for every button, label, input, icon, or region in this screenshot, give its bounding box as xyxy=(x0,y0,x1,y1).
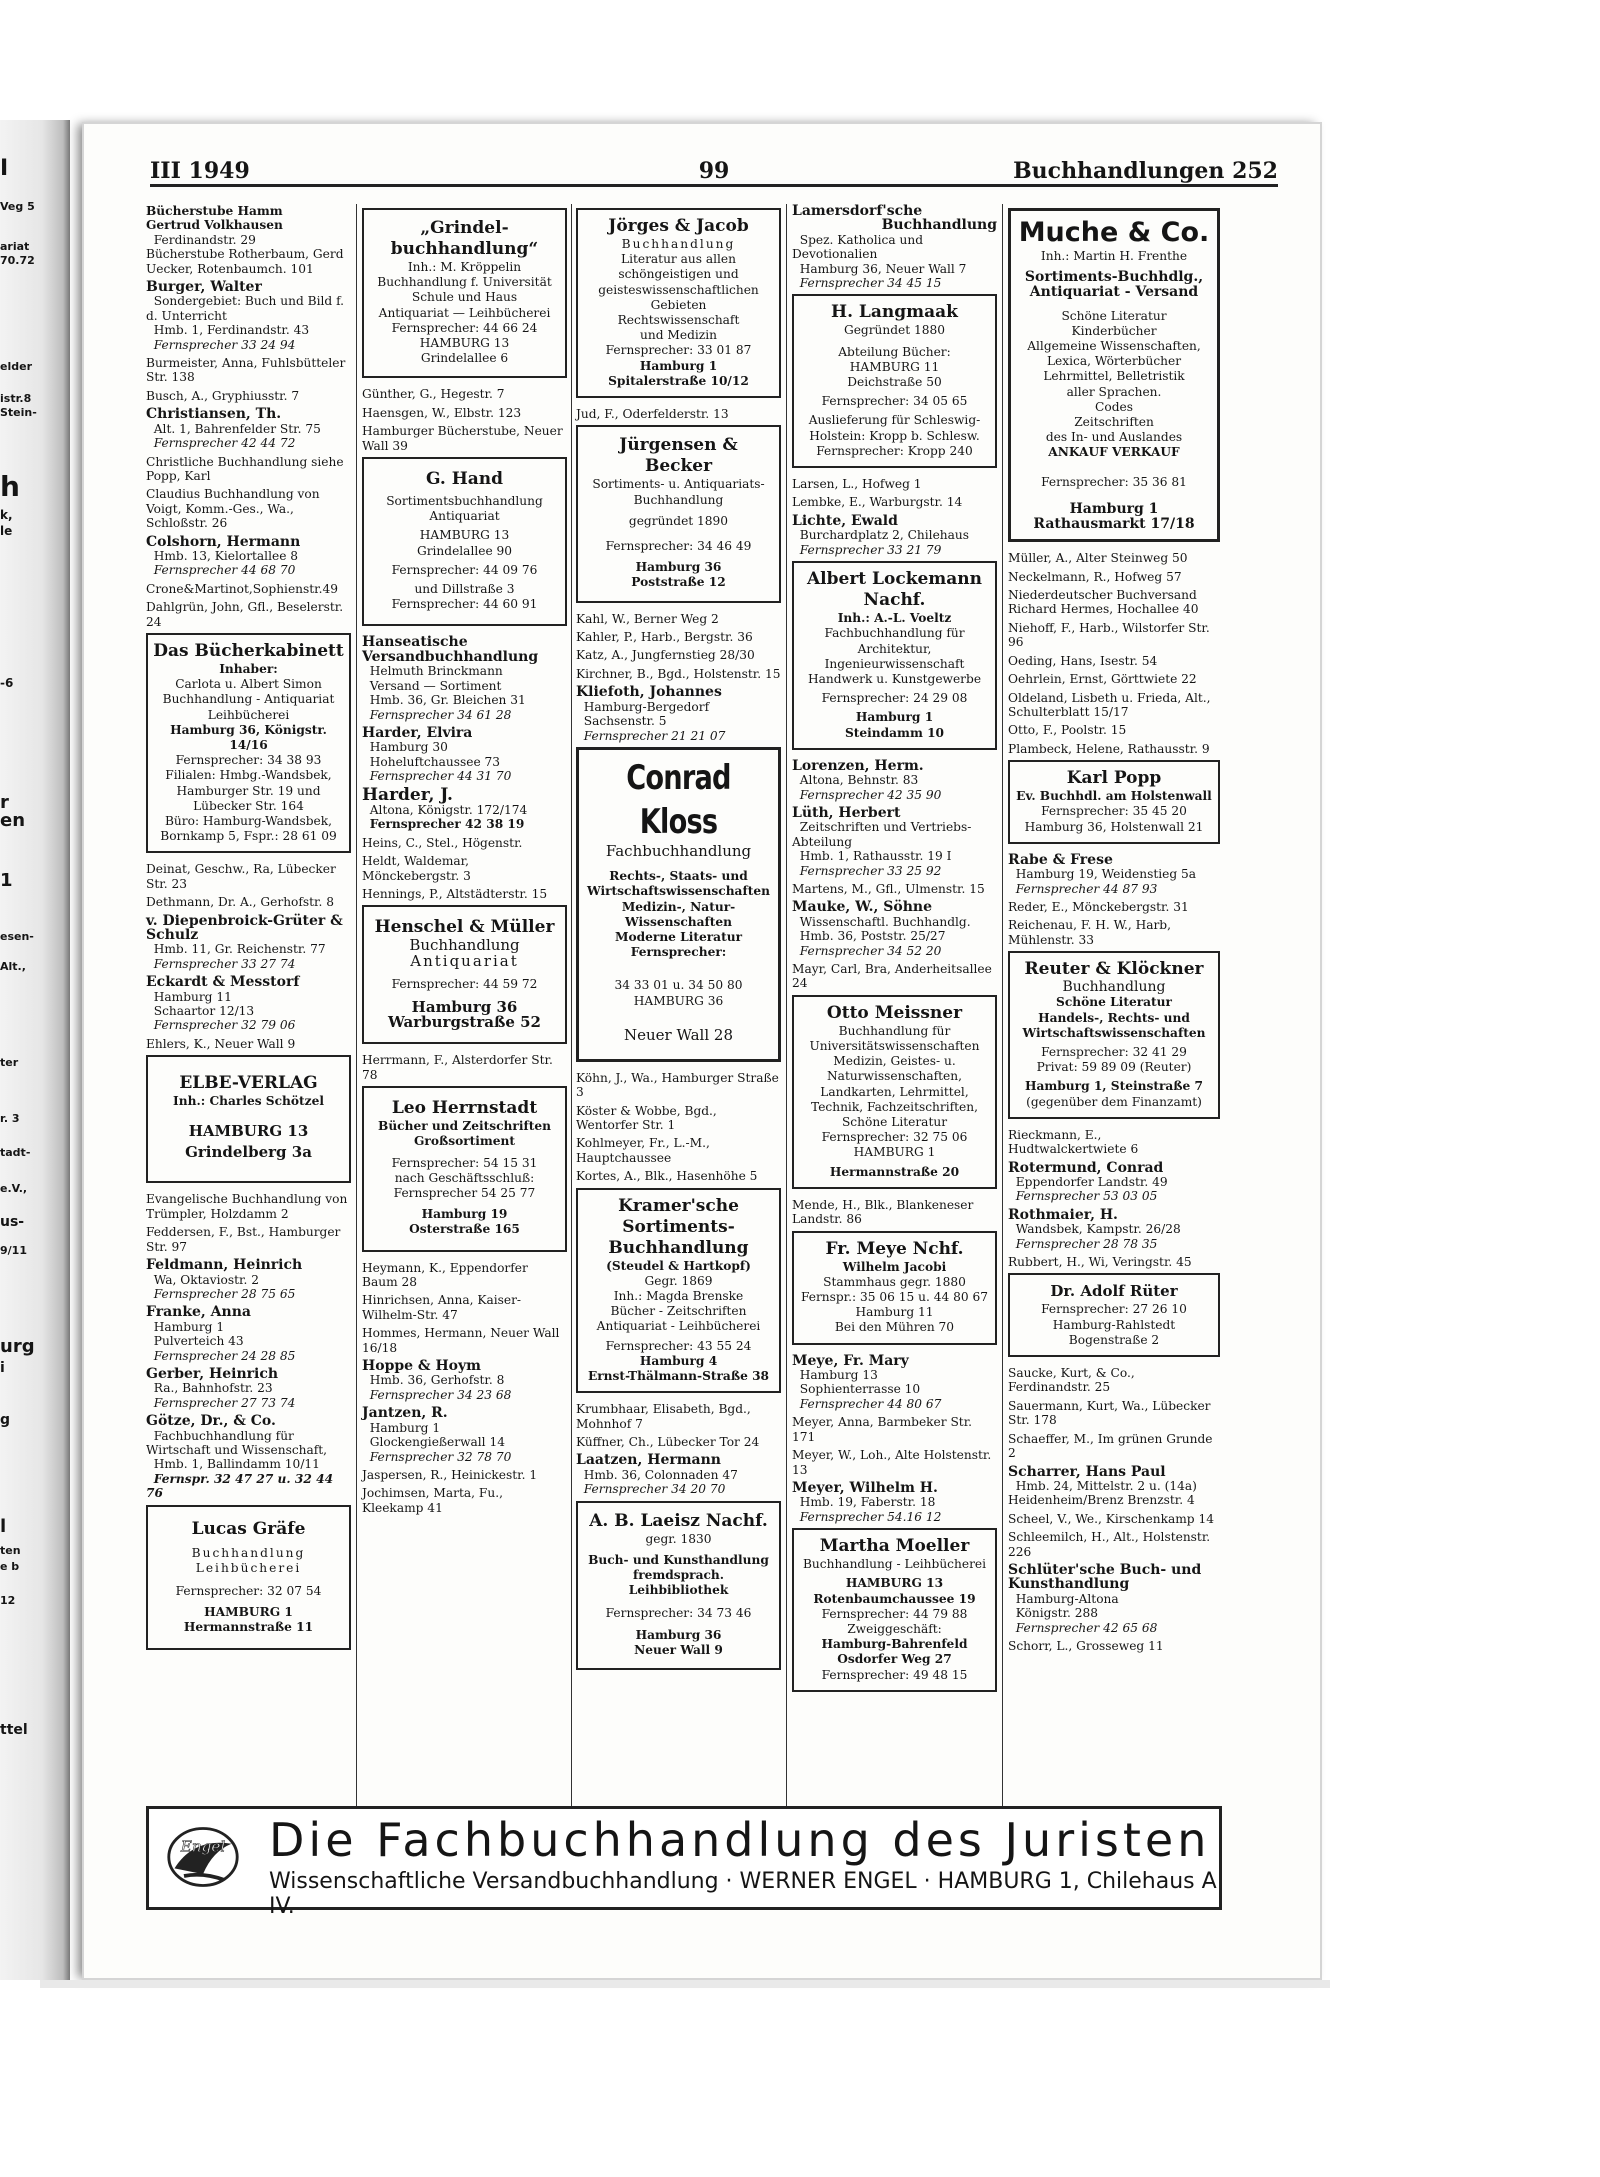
ad-box-g-hand: G. Hand Sortimentsbuchhandlung Antiquariat HAMBURG 13 Grindelallee 90 Fernsprecher: 44 09 76 und Dillstraße 3 Fernsprecher: 44 60 91 xyxy=(362,457,567,626)
list-item: Christliche Buchhandlung siehe Popp, Karl xyxy=(146,454,344,483)
engel-logo-icon xyxy=(165,1819,241,1895)
svg-text:Engel: Engel xyxy=(180,1837,226,1856)
ad-box-juergensen-becker: Jürgensen & Becker Sortiments- u. Antiquariats-Buchhandlung gegründet 1890 Fernsprecher: 34 46 49 Hamburg 36 Poststraße 12 xyxy=(576,425,781,602)
ad-box-langmaak: H. Langmaak Gegründet 1880 Abteilung Bücher: HAMBURG 11 Deichstraße 50 Fernsprecher: 34 05 65 Auslieferung für Schleswig-Holstein: Kropp b. Schlesw. Fernsprecher: Kropp 240 xyxy=(792,294,997,468)
list-item: Crone&Martinot,Sophienstr.49 xyxy=(146,581,339,596)
list-item: Hennings, P., Altstädterstr. 15 xyxy=(362,886,548,901)
list-item: Meyer, Wilhelm H. Hmb. 19, Faberstr. 18 Fernsprecher 54.16 12 xyxy=(792,1479,942,1524)
ad-box-muche: Muche & Co. Inh.: Martin H. Frenthe Sortiments-Buchhdlg., Antiquariat - Versand Schöne Literatur Kinderbücher Allgemeine Wissenschaften, Lexica, Wörterbücher Lehrmittel, Belletristik aller Sprachen. Codes Zeitschriften des In- und Auslandes ANKAUF VERKAUF Fernsprecher: 35 36 81 Hamburg 1 Rathausmarkt 17/18 xyxy=(1008,208,1220,542)
list-item: Dahlgrün, John, Gfl., Beselerstr. 24 xyxy=(146,600,344,629)
list-item: Krumbhaar, Elisabeth, Bgd., Mohnhof 7 xyxy=(576,1402,751,1431)
list-item: Meyer, Anna, Barmbeker Str. 171 xyxy=(792,1415,973,1444)
list-item: Oeding, Hans, Isestr. 54 xyxy=(1008,653,1158,668)
list-item: Deinat, Geschw., Ra, Lübecker Str. 23 xyxy=(146,862,336,891)
list-item: Saucke, Kurt, & Co., Ferdinandstr. 25 xyxy=(1008,1366,1135,1395)
list-item: Meyer, W., Loh., Alte Holstenstr. 13 xyxy=(792,1448,992,1477)
list-item: Jochimsen, Marta, Fu., Kleekamp 41 xyxy=(362,1486,503,1515)
list-item: Götze, Dr., & Co. Fachbuchhandlung für Wirtschaft und Wissenschaft, Hmb. 1, Ballindamm 10/11 Fernspr. 32 47 27 u. 32 44 76 xyxy=(146,1413,334,1501)
header-date: III 1949 xyxy=(150,158,250,184)
ad-box-joerges-jacob: Jörges & Jacob Buchhandlung Literatur aus allen schöngeistigen und geisteswissenschaftlichen Gebieten Rechtswissenschaft und Medizin Fernsprecher: 33 01 87 Hamburg 1 Spitalerstraße 10/12 xyxy=(576,208,781,398)
column-rule xyxy=(356,204,357,1824)
ad-box-buecherkabinett: Das Bücherkabinett Inhaber: Carlota u. Albert Simon Buchhandlung - Antiquariat Leihbücherei Hamburg 36, Königstr. 14/16 Fernsprecher: 34 38 93 Filialen: Hmbg.-Wandsbek, Hamburger Str. 19 und Lübecker Str. 164 Büro: Hamburg-Wandsbek, Bornkamp 5, Fspr.: 28 61 09 xyxy=(146,633,351,853)
list-item: Eckardt & Messtorf Hamburg 11 Schaartor 12/13 Fernsprecher 32 79 06 xyxy=(146,974,300,1033)
list-item: Kirchner, B., Bgd., Holstenstr. 15 xyxy=(576,666,781,681)
list-item: Jud, F., Oderfelderstr. 13 xyxy=(576,407,729,422)
ad-box-lucas-graefe: Lucas Gräfe Buchhandlung Leihbücherei Fernsprecher: 32 07 54 HAMBURG 1 Hermannstraße 11 xyxy=(146,1505,351,1650)
list-item: Jantzen, R. Hamburg 1 Glockengießerwall 14 Fernsprecher 32 78 70 xyxy=(362,1405,512,1464)
list-item: Rubbert, H., Wi, Veringstr. 45 xyxy=(1008,1255,1192,1270)
list-item: Schaeffer, M., Im grünen Grunde 2 xyxy=(1008,1431,1213,1461)
list-item: Hanseatische Versandbuchhandlung Helmuth Brinckmann Versand — Sortiment Hmb. 36, Gr. Bleichen 31 Fernsprecher 34 61 28 xyxy=(362,634,539,722)
list-item: Heins, C., Stel., Högenstr. xyxy=(362,835,523,850)
list-item: Sauermann, Kurt, Wa., Lübecker Str. 178 xyxy=(1008,1398,1211,1428)
list-item: Katz, A., Jungfernstieg 28/30 xyxy=(576,648,755,663)
list-item: Martens, M., Gfl., Ulmenstr. 15 xyxy=(792,881,985,896)
banner-subline: Wissenschaftliche Versandbuchhandlung · WERNER ENGEL · HAMBURG 1, Chilehaus A IV. xyxy=(269,1869,1217,1919)
list-item: Mauke, W., Söhne Wissenschaftl. Buchhandlg. Hmb. 36, Poststr. 25/27 Fernsprecher 34 52 20 xyxy=(792,899,971,958)
list-item: Meye, Fr. Mary Hamburg 13 Sophienterrasse 10 Fernsprecher 44 80 67 xyxy=(792,1352,942,1411)
list-item: Claudius Buchhandlung von Voigt, Komm.-Ges., Wa., Schloßstr. 26 xyxy=(146,487,320,531)
ad-box-kramersche: Kramer'sche Sortiments- Buchhandlung (Steudel & Hartkopf) Gegr. 1869 Inh.: Magda Brenske Bücher - Zeitschriften Antiquariat - Leihbücherei Fernsprecher: 43 55 24 Hamburg 4 Ernst-Thälmann-Straße 38 xyxy=(576,1188,781,1394)
list-item: Otto, F., Poolstr. 15 xyxy=(1008,723,1127,738)
list-item: Reder, E., Mönckebergstr. 31 xyxy=(1008,899,1189,914)
column-rule xyxy=(1002,204,1003,1824)
list-item: Feldmann, Heinrich Wa, Oktaviostr. 2 Fernsprecher 28 75 65 xyxy=(146,1257,303,1301)
list-item: Lichte, Ewald Burchardplatz 2, Chilehaus Fernsprecher 33 21 79 xyxy=(792,512,970,557)
list-item: Köhn, J., Wa., Hamburger Straße 3 xyxy=(576,1070,779,1100)
list-item: Evangelische Buchhandlung von Trümpler, Holzdamm 2 xyxy=(146,1192,348,1221)
list-item: Burmeister, Anna, Fuhlsbütteler Str. 138 xyxy=(146,356,346,385)
list-item: Scheel, V., We., Kirschenkamp 14 xyxy=(1008,1511,1214,1526)
column-1 xyxy=(146,204,351,1659)
list-item: Busch, A., Gryphiusstr. 7 xyxy=(146,388,300,403)
ad-box-martha-moeller: Martha Moeller Buchhandlung - Leihbücherei HAMBURG 13 Rotenbaumchaussee 19 Fernsprecher: 44 79 88 Zweiggeschäft: Hamburg-Bahrenfeld Osdorfer Weg 27 Fernsprecher: 49 48 15 xyxy=(792,1528,997,1692)
directory-page xyxy=(84,124,1320,1978)
list-item: Harder, J. Altona, Königstr. 172/174 Fernsprecher 42 38 19 xyxy=(362,784,528,832)
list-item: Kahl, W., Berner Weg 2 xyxy=(576,611,719,626)
list-item: Feddersen, F., Bst., Hamburger Str. 97 xyxy=(146,1225,341,1254)
list-item: Niederdeutscher Buchversand Richard Hermes, Hochallee 40 xyxy=(1008,588,1199,617)
list-item: Kliefoth, Johannes Hamburg-Bergedorf Sachsenstr. 5 Fernsprecher 21 21 07 xyxy=(576,684,726,743)
previous-page-margin: I Veg 5 ariat 70.72 elder istr.8 Stein- h k, le -6 r en 1 esen- Alt., ter r. 3 tadt- e.V., us- 9/11 urg i g l ten e b 12 ttel xyxy=(0,156,37,1738)
list-item: Mayr, Carl, Bra, Anderheitsallee 24 xyxy=(792,962,992,991)
list-item: Rotermund, Conrad Eppendorfer Landstr. 49 Fernsprecher 53 03 05 xyxy=(1008,1159,1168,1204)
ad-box-leo-herrnstadt: Leo Herrnstadt Bücher und Zeitschriften Großsortiment Fernsprecher: 54 15 31 nach Geschäftsschluß: Fernsprecher 54 25 77 Hamburg 19 Osterstraße 165 xyxy=(362,1086,567,1251)
list-item: Franke, Anna Hamburg 1 Pulverteich 43 Fernsprecher 24 28 85 xyxy=(146,1304,296,1363)
list-item: Lamersdorf'sche Buchhandlung Spez. Katholica und Devotionalien Hamburg 36, Neuer Wall 7 Fernsprecher 34 45 15 xyxy=(792,203,997,291)
list-item: Küffner, Ch., Lübecker Tor 24 xyxy=(576,1435,760,1450)
header-section: Buchhandlungen 252 xyxy=(1013,158,1278,184)
list-item: Christiansen, Th. Alt. 1, Bahrenfelder Str. 75 Fernsprecher 42 44 72 xyxy=(146,406,321,451)
ad-box-fr-meye: Fr. Meye Nchf. Wilhelm Jacobi Stammhaus gegr. 1880 Fernspr.: 35 06 15 u. 44 80 67 Hamburg 11 Bei den Mühren 70 xyxy=(792,1231,997,1345)
column-5 xyxy=(1008,204,1220,1657)
list-item: Kortes, A., Blk., Hasenhöhe 5 xyxy=(576,1169,758,1184)
list-item: Hoppe & Hoym Hmb. 36, Gerhofstr. 8 Fernsprecher 34 23 68 xyxy=(362,1358,512,1402)
banner-headline: Die Fachbuchhandlung des Juristen xyxy=(269,1813,1211,1867)
list-item: Lorenzen, Herm. Altona, Behnstr. 83 Fernsprecher 42 35 90 xyxy=(792,757,942,802)
column-4 xyxy=(792,204,997,1701)
list-item: Neckelmann, R., Hofweg 57 xyxy=(1008,569,1182,584)
list-item: Schlüter'sche Buch- und Kunsthandlung Hamburg-Altona Königstr. 288 Fernsprecher 42 65 68 xyxy=(1008,1561,1202,1635)
list-item: Heldt, Waldemar, Mönckebergstr. 3 xyxy=(362,854,471,883)
column-2 xyxy=(362,204,567,1519)
list-item: Harder, Elvira Hamburg 30 Hoheluftchaussee 73 Fernsprecher 44 31 70 xyxy=(362,724,512,784)
list-item: Schleemilch, H., Alt., Holstenstr. 226 xyxy=(1008,1530,1211,1559)
list-item: Heymann, K., Eppendorfer Baum 28 xyxy=(362,1260,528,1290)
list-item: Colshorn, Hermann Hmb. 13, Kielortallee 8 Fernsprecher 44 68 70 xyxy=(146,533,301,578)
column-3 xyxy=(576,204,781,1679)
bottom-advertisement-banner xyxy=(146,1806,1222,1919)
list-item: Rabe & Frese Hamburg 19, Weidenstieg 5a Fernsprecher 44 87 93 xyxy=(1008,851,1197,896)
ad-box-grindelbuchhandlung: „Grindel- buchhandlung“ Inh.: M. Kröppelin Buchhandlung f. Universität Schule und Haus Antiquariat — Leihbücherei Fernsprecher: 44 66 24 HAMBURG 13 Grindelallee 6 xyxy=(362,208,567,378)
list-item: Oldeland, Lisbeth u. Frieda, Alt., Schulterblatt 15/17 xyxy=(1008,690,1211,719)
list-item: Müller, A., Alter Steinweg 50 xyxy=(1008,551,1188,566)
list-item: Haensgen, W., Elbstr. 123 xyxy=(362,405,522,420)
ad-box-reuter-kloeckner: Reuter & Klöckner Buchhandlung Schöne Literatur Handels-, Rechts- und Wirtschaftswissenschaften Fernsprecher: 32 41 29 Privat: 59 89 09 (Reuter) Hamburg 1, Steinstraße 7 (gegenüber dem Finanzamt) xyxy=(1008,951,1220,1119)
list-item: Larsen, L., Hofweg 1 xyxy=(792,477,922,492)
list-item: Niehoff, F., Harb., Wilstorfer Str. 96 xyxy=(1008,620,1210,650)
ad-box-laeisz: A. B. Laeisz Nachf. gegr. 1830 Buch- und Kunsthandlung fremdsprach. Leihbibliothek Fernsprecher: 34 73 46 Hamburg 36 Neuer Wall 9 xyxy=(576,1501,781,1670)
list-item: Scharrer, Hans Paul Hmb. 24, Mittelstr. 2 u. (14a) Heidenheim/Brenz Brenzstr. 4 xyxy=(1008,1463,1197,1508)
list-item: Hommes, Hermann, Neuer Wall 16/18 xyxy=(362,1326,560,1355)
list-item: Jaspersen, R., Heinickestr. 1 xyxy=(362,1467,538,1482)
list-item: Herrmann, F., Alsterdorfer Str. 78 xyxy=(362,1053,553,1082)
list-item: Günther, G., Hegestr. 7 xyxy=(362,387,505,402)
list-item: Hamburger Bücherstube, Neuer Wall 39 xyxy=(362,424,563,453)
list-item: Burger, Walter Sondergebiet: Buch und Bild f. d. Unterricht Hmb. 1, Ferdinandstr. 43 Fernsprecher 33 24 94 xyxy=(146,279,345,352)
list-item: Hinrichsen, Anna, Kaiser-Wilhelm-Str. 47 xyxy=(362,1293,522,1322)
list-item: Köster & Wobbe, Bgd., Wentorfer Str. 1 xyxy=(576,1103,717,1132)
list-item: Mende, H., Blk., Blankeneser Landstr. 86 xyxy=(792,1197,974,1227)
list-item: Oehrlein, Ernst, Görttwiete 22 xyxy=(1008,672,1197,687)
list-item: Schorr, L., Grosseweg 11 xyxy=(1008,1638,1164,1653)
list-item: Dethmann, Dr. A., Gerhofstr. 8 xyxy=(146,895,335,910)
list-item: Lembke, E., Warburgstr. 14 xyxy=(792,495,963,510)
list-item: Ehlers, K., Neuer Wall 9 xyxy=(146,1036,296,1051)
ad-box-elbe-verlag: ELBE-VERLAG Inh.: Charles Schötzel HAMBURG 13 Grindelberg 3a xyxy=(146,1055,351,1183)
list-item: Rothmaier, H. Wandsbek, Kampstr. 26/28 Fernsprecher 28 78 35 xyxy=(1008,1206,1181,1251)
ad-box-karl-popp: Karl Popp Ev. Buchhdl. am Holstenwall Fernsprecher: 35 45 20 Hamburg 36, Holstenwall 21 xyxy=(1008,760,1220,844)
list-item: Rieckmann, E., Hudtwalckertwiete 6 xyxy=(1008,1127,1139,1157)
ad-box-conrad-kloss: Conrad Kloss Fachbuchhandlung Rechts-, Staats- und Wirtschaftswissenschaften Medizin-, Natur-Wissenschaften Moderne Literatur Fernsprecher: 34 33 01 u. 34 50 80 HAMBURG 36 Neuer Wall 28 xyxy=(576,747,781,1062)
list-item: Laatzen, Hermann Hmb. 36, Colonnaden 47 Fernsprecher 34 20 70 xyxy=(576,1452,738,1497)
list-item: Gerber, Heinrich Ra., Bahnhofstr. 23 Fernsprecher 27 73 74 xyxy=(146,1365,296,1410)
page-bottom-edge xyxy=(40,1980,1330,1988)
list-item: Reichenau, F. H. W., Harb, Mühlenstr. 33 xyxy=(1008,918,1171,947)
ad-box-lockemann: Albert Lockemann Nachf. Inh.: A.-L. Voeltz Fachbuchhandlung für Architektur, Ingenieurwissenschaft Handwerk u. Kunstgewerbe Fernsprecher: 24 29 08 Hamburg 1 Steindamm 10 xyxy=(792,561,997,750)
column-rule xyxy=(786,204,787,1824)
ad-box-adolf-rueter: Dr. Adolf Rüter Fernsprecher: 27 26 10 Hamburg-Rahlstedt Bogenstraße 2 xyxy=(1008,1273,1220,1357)
page-number: 99 xyxy=(698,158,730,184)
column-rule xyxy=(571,204,572,1824)
list-item: Bücherstube Hamm Gertrud Volkhausen Ferdinandstr. 29 Bücherstube Rotherbaum, Gerd Uecker, Rotenbaumch. 101 xyxy=(146,204,344,276)
list-item: Plambeck, Helene, Rathausstr. 9 xyxy=(1008,741,1210,756)
list-item: Kahler, P., Harb., Bergstr. 36 xyxy=(576,630,753,645)
ad-box-otto-meissner: Otto Meissner Buchhandlung für Universitätswissenschaften Medizin, Geistes- u. Naturwissenschaften, Landkarten, Lehrmittel, Technik, Fachzeitschriften, Schöne Literatur Fernsprecher: 32 75 06 HAMBURG 1 Hermannstraße 20 xyxy=(792,995,997,1189)
page-header xyxy=(150,158,1278,187)
ad-box-henschel-mueller: Henschel & Müller Buchhandlung Antiquariat Fernsprecher: 44 59 72 Hamburg 36 Warburgstraße 52 xyxy=(362,905,567,1044)
list-item: Lüth, Herbert Zeitschriften und Vertriebs-Abteilung Hmb. 1, Rathausstr. 19 I Fernsprecher 33 25 92 xyxy=(792,804,972,878)
list-item: Kohlmeyer, Fr., L.-M., Hauptchaussee xyxy=(576,1136,710,1165)
list-item: v. Diepenbroick-Grüter & Schulz Hmb. 11, Gr. Reichenstr. 77 Fernsprecher 33 27 74 xyxy=(146,912,343,971)
